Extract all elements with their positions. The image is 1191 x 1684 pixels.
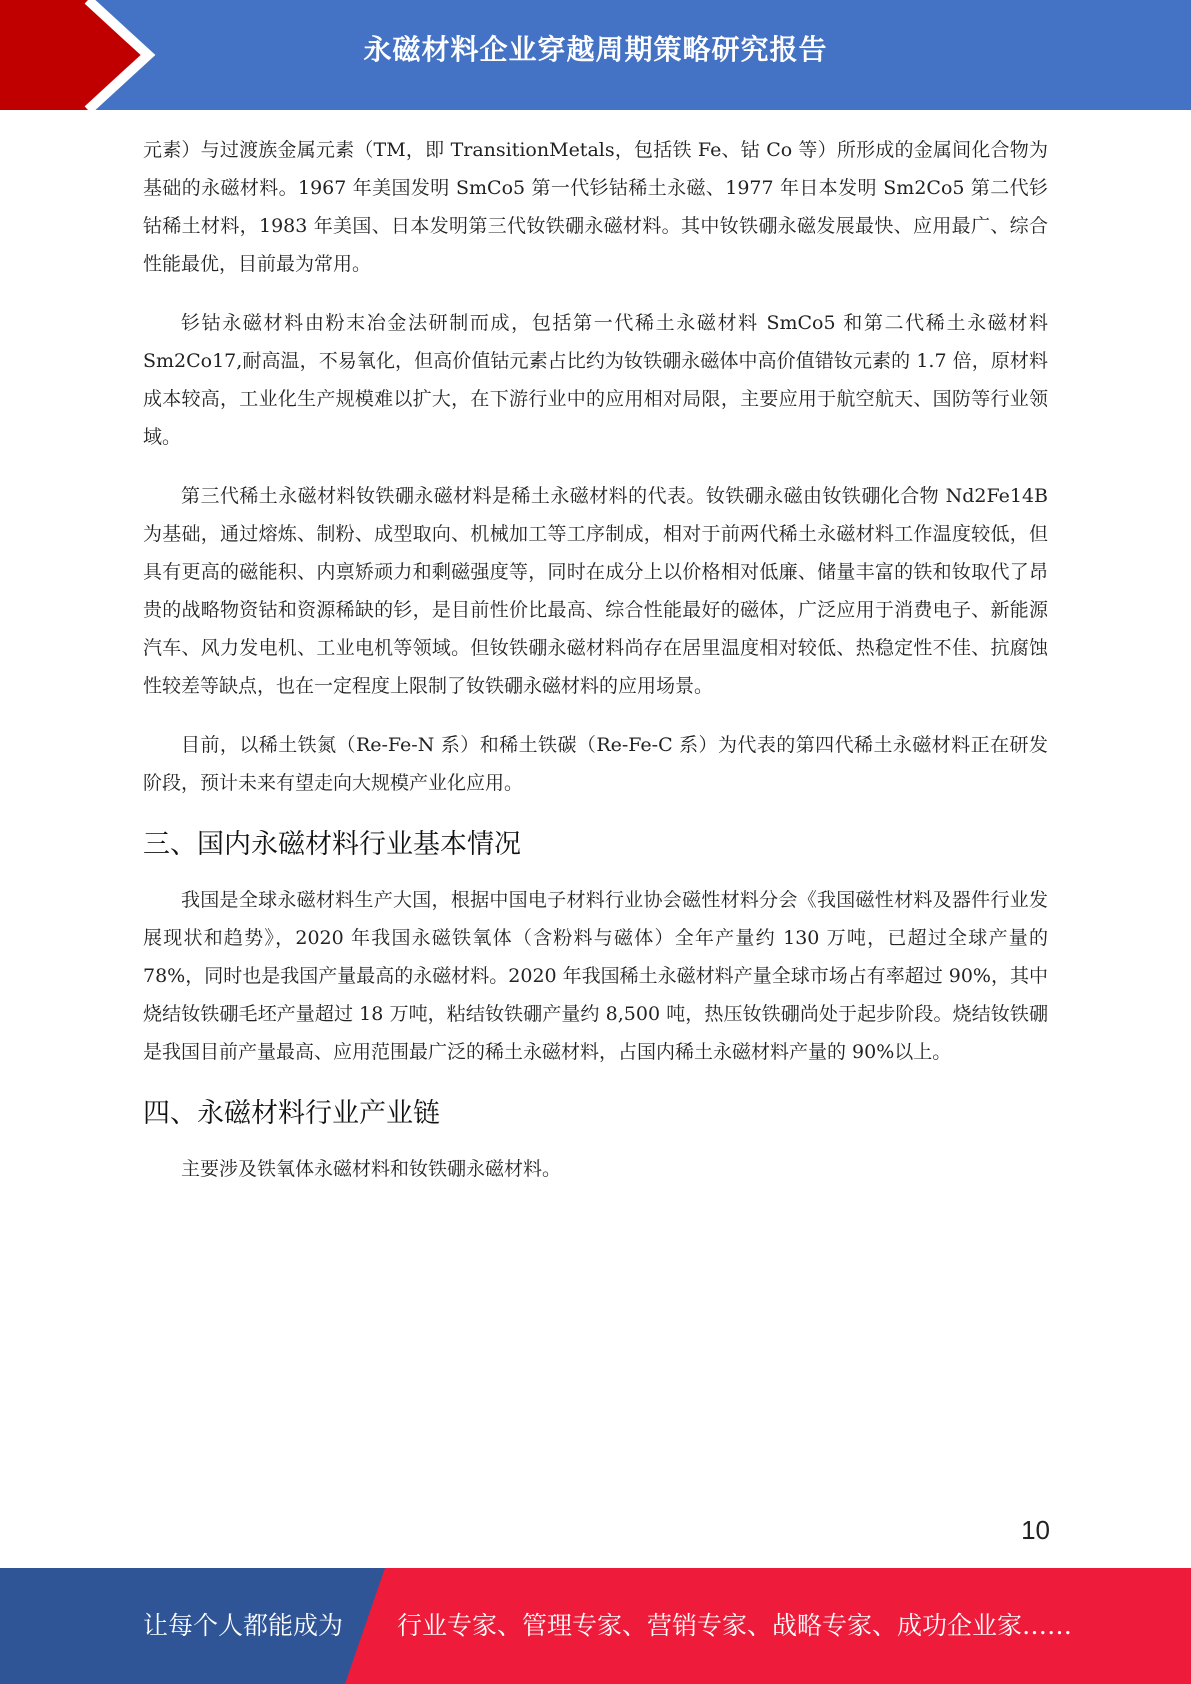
paragraph: 元素）与过渡族金属元素（TM，即 TransitionMetals，包括铁 Fe、钴 Co 等）所形成的金属间化合物为基础的永磁材料。1967 年美国发明 SmCo5 第一代钐钴稀土永磁、1977 年日本发明 Sm2Co5 第二代钐钴稀土材料，1983 年美国、日本发明第三代钕铁硼永磁材料。其中钕铁硼永磁发展最快、应用最广、综合性能最优，目前最为常用。 — [143, 139, 1048, 275]
page-header — [0, 0, 1191, 110]
paragraph: 第三代稀土永磁材料钕铁硼永磁材料是稀土永磁材料的代表。钕铁硼永磁由钕铁硼化合物 Nd2Fe14B 为基础，通过熔炼、制粉、成型取向、机械加工等工序制成，相对于前两代稀土永磁材料工作温度较低，但具有更高的磁能积、内禀矫顽力和剩磁强度等，同时在成分上以价格相对低廉、储量丰富的铁和钕取代了昂贵的战略物资钴和资源稀缺的钐，是目前性价比最高、综合性能最好的磁体，广泛应用于消费电子、新能源汽车、风力发电机、工业电机等领域。但钕铁硼永磁材料尚存在居里温度相对较低、热稳定性不佳、抗腐蚀性较差等缺点，也在一定程度上限制了钕铁硼永磁材料的应用场景。 — [143, 485, 1048, 697]
footer-expert-list: 行业专家、管理专家、营销专家、战略专家、成功企业家…… — [397, 1611, 1073, 1640]
section-heading: 三、国内永磁材料行业基本情况 — [143, 829, 521, 860]
section-heading: 四、永磁材料行业产业链 — [143, 1098, 440, 1129]
paragraph: 钐钴永磁材料由粉末冶金法研制而成，包括第一代稀土永磁材料 SmCo5 和第二代稀土永磁材料 Sm2Co17,耐高温，不易氧化，但高价值钴元素占比约为钕铁硼永磁体中高价值错钕元素的 1.7 倍，原材料成本较高，工业化生产规模难以扩大，在下游行业中的应用相对局限，主要应用于航空航天、国防等行业领域。 — [143, 312, 1048, 448]
page-number: 10 — [1021, 1515, 1050, 1545]
report-title: 永磁材料企业穿越周期策略研究报告 — [363, 33, 828, 66]
page-footer — [0, 1568, 1191, 1684]
paragraph: 目前，以稀土铁氮（Re-Fe-N 系）和稀土铁碳（Re-Fe-C 系）为代表的第四代稀土永磁材料正在研发阶段，预计未来有望走向大规模产业化应用。 — [143, 734, 1048, 794]
paragraph: 我国是全球永磁材料生产大国，根据中国电子材料行业协会磁性材料分会《我国磁性材料及器件行业发展现状和趋势》，2020 年我国永磁铁氧体（含粉料与磁体）全年产量约 130 万吨，已超过全球产量的 78%，同时也是我国产量最高的永磁材料。2020 年我国稀土永磁材料产量全球市场占有率超过 90%，其中烧结钕铁硼毛坯产量超过 18 万吨，粘结钕铁硼产量约 8,500 吨，热压钕铁硼尚处于起步阶段。烧结钕铁硼是我国目前产量最高、应用范围最广泛的稀土永磁材料，占国内稀土永磁材料产量的 90%以上。 — [143, 889, 1048, 1063]
footer-slogan: 让每个人都能成为 — [143, 1611, 344, 1640]
page-content — [143, 131, 1048, 1209]
paragraph: 主要涉及铁氧体永磁材料和钕铁硼永磁材料。 — [181, 1158, 562, 1180]
